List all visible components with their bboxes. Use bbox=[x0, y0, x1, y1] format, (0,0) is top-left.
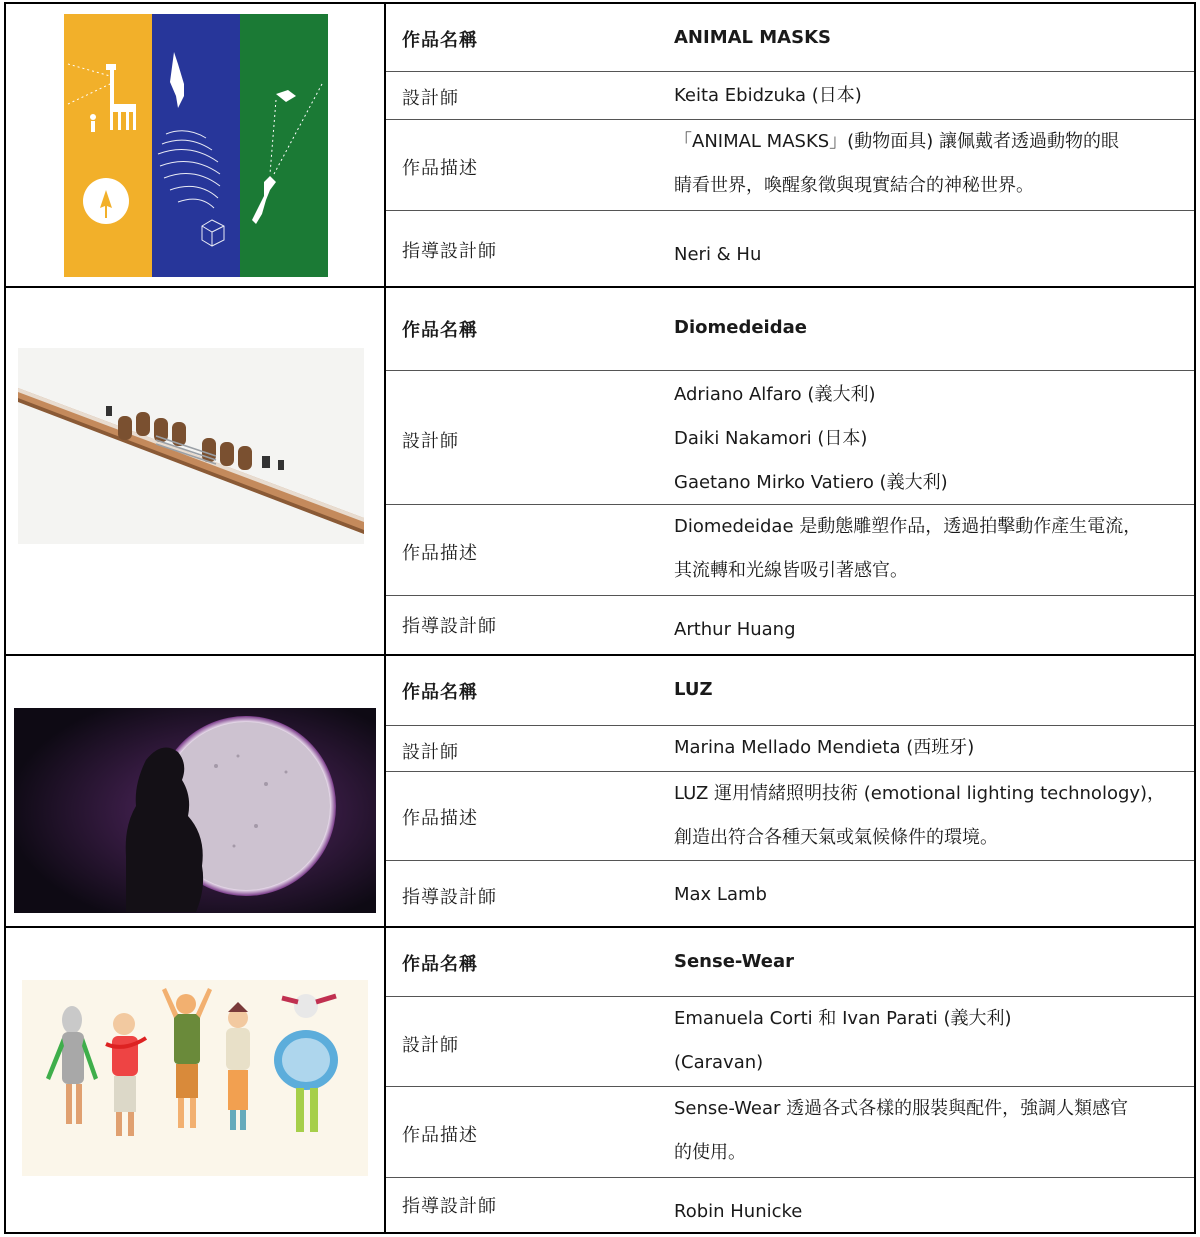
label-name: 作品名稱 bbox=[402, 954, 478, 975]
work-details bbox=[386, 4, 1194, 286]
designer-line: (Caravan) bbox=[674, 1052, 764, 1073]
designer-value bbox=[674, 373, 1184, 505]
description-value bbox=[674, 772, 1184, 860]
designer-line: Keita Ebidzuka (日本) bbox=[674, 85, 862, 106]
row-description bbox=[386, 1087, 1194, 1178]
label-mentor: 指導設計師 bbox=[402, 241, 497, 262]
work-name: Sense-Wear bbox=[674, 951, 795, 972]
description-line: Sense-Wear 透過各式各樣的服裝與配件，強調人類感官 bbox=[674, 1098, 1129, 1119]
description-value bbox=[674, 1087, 1184, 1175]
description-line: 睛看世界，喚醒象徵與現實結合的神秘世界。 bbox=[674, 175, 1034, 196]
label-description: 作品描述 bbox=[402, 808, 478, 829]
work-name: ANIMAL MASKS bbox=[674, 27, 831, 48]
row-description bbox=[386, 120, 1194, 211]
row-designer bbox=[386, 997, 1194, 1087]
sense-wear-illustration-image bbox=[6, 928, 386, 1232]
description-line: 其流轉和光線皆吸引著感官。 bbox=[674, 560, 908, 581]
description-line: LUZ 運用情緒照明技術 (emotional lighting technology)， bbox=[674, 783, 1166, 804]
label-name: 作品名稱 bbox=[402, 30, 478, 51]
description-value bbox=[674, 120, 1184, 208]
description-value bbox=[674, 505, 1184, 593]
designer-line: Gaetano Mirko Vatiero (義大利) bbox=[674, 472, 948, 493]
row-description bbox=[386, 505, 1194, 596]
work-row-sense-wear bbox=[4, 928, 1196, 1234]
works-table bbox=[4, 2, 1196, 1234]
mentor-value: Robin Hunicke bbox=[674, 1201, 803, 1222]
label-mentor: 指導設計師 bbox=[402, 616, 497, 637]
diomedeidae-sculpture-image bbox=[6, 288, 386, 654]
label-description: 作品描述 bbox=[402, 158, 478, 179]
label-designer: 設計師 bbox=[402, 1035, 459, 1056]
description-line: 的使用。 bbox=[674, 1142, 746, 1163]
work-image-cell bbox=[6, 288, 386, 654]
label-name: 作品名稱 bbox=[402, 682, 478, 703]
work-image-cell bbox=[6, 928, 386, 1232]
row-name bbox=[386, 4, 1194, 72]
row-mentor bbox=[386, 861, 1194, 926]
row-description bbox=[386, 772, 1194, 861]
row-name bbox=[386, 928, 1194, 997]
work-row-animal-masks bbox=[4, 2, 1196, 288]
label-mentor: 指導設計師 bbox=[402, 887, 497, 908]
row-name bbox=[386, 288, 1194, 371]
designer-value bbox=[674, 726, 1184, 770]
work-details bbox=[386, 288, 1194, 654]
designer-line: Marina Mellado Mendieta (西班牙) bbox=[674, 737, 975, 758]
label-description: 作品描述 bbox=[402, 543, 478, 564]
row-designer bbox=[386, 726, 1194, 772]
work-name: LUZ bbox=[674, 679, 713, 700]
work-details bbox=[386, 928, 1194, 1232]
designer-line: Emanuela Corti 和 Ivan Parati (義大利) bbox=[674, 1008, 1012, 1029]
row-name bbox=[386, 656, 1194, 726]
work-details bbox=[386, 656, 1194, 926]
label-designer: 設計師 bbox=[402, 88, 459, 109]
designer-value bbox=[674, 74, 1184, 118]
work-image-cell bbox=[6, 656, 386, 926]
mentor-value: Max Lamb bbox=[674, 884, 767, 905]
row-mentor bbox=[386, 596, 1194, 654]
label-mentor: 指導設計師 bbox=[402, 1196, 497, 1217]
row-mentor bbox=[386, 211, 1194, 288]
animal-masks-poster-image bbox=[6, 4, 386, 286]
designer-line: Adriano Alfaro (義大利) bbox=[674, 384, 876, 405]
row-designer bbox=[386, 72, 1194, 120]
work-image-cell bbox=[6, 4, 386, 286]
label-name: 作品名稱 bbox=[402, 320, 478, 341]
label-designer: 設計師 bbox=[402, 742, 459, 763]
description-line: 創造出符合各種天氣或氣候條件的環境。 bbox=[674, 827, 998, 848]
row-mentor bbox=[386, 1178, 1194, 1232]
mentor-value: Arthur Huang bbox=[674, 619, 796, 640]
designer-line: Daiki Nakamori (日本) bbox=[674, 428, 868, 449]
row-designer bbox=[386, 371, 1194, 505]
work-row-diomedeidae bbox=[4, 288, 1196, 656]
luz-lamp-image bbox=[6, 656, 386, 926]
mentor-value: Neri & Hu bbox=[674, 244, 762, 265]
label-description: 作品描述 bbox=[402, 1125, 478, 1146]
work-name: Diomedeidae bbox=[674, 317, 807, 338]
work-row-luz bbox=[4, 656, 1196, 928]
designer-value bbox=[674, 997, 1184, 1085]
description-line: Diomedeidae 是動態雕塑作品，透過拍擊動作產生電流， bbox=[674, 516, 1142, 537]
description-line: 「ANIMAL MASKS」(動物面具) 讓佩戴者透過動物的眼 bbox=[674, 131, 1119, 152]
label-designer: 設計師 bbox=[402, 431, 459, 452]
